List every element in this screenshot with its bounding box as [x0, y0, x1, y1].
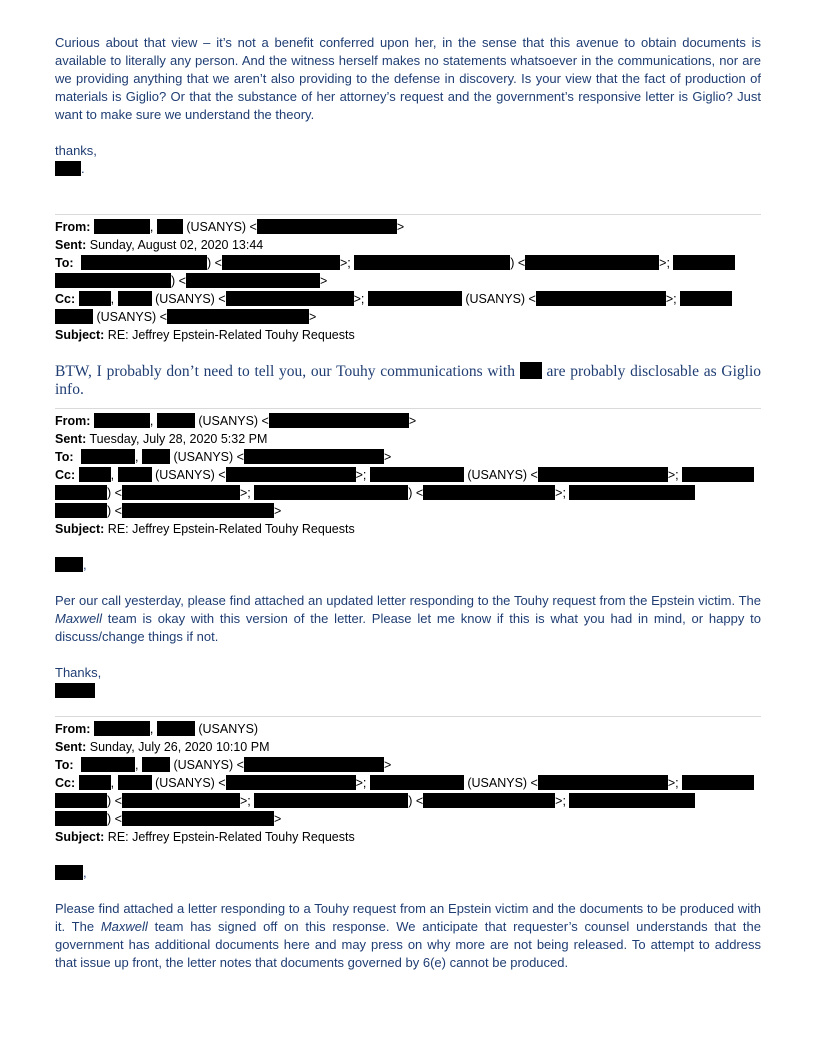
redaction-block	[122, 503, 274, 518]
comma: ,	[149, 414, 154, 428]
redaction-block	[257, 219, 397, 234]
subject-text: RE: Jeffrey Epstein-Related Touhy Requests	[107, 328, 355, 342]
semicolon: >;	[239, 486, 251, 500]
email3-body-emphasis: Maxwell	[55, 611, 102, 626]
redaction-block	[167, 309, 309, 324]
subject-text: RE: Jeffrey Epstein-Related Touhy Requests	[107, 830, 355, 844]
cc-affiliation: (USANYS) <	[155, 292, 226, 306]
redaction-block	[520, 362, 542, 379]
redaction-block	[55, 485, 107, 500]
cc-line	[55, 466, 761, 484]
redaction-block	[269, 413, 409, 428]
subject-label: Subject:	[55, 328, 105, 342]
redaction-block	[525, 255, 659, 270]
paren-open: ) <	[408, 794, 424, 808]
redaction-block	[157, 721, 195, 736]
redaction-block	[55, 557, 83, 572]
semicolon: >;	[659, 256, 670, 270]
email3-body-part2: team is okay with this version of the letter. Please let me know if this is what you had in mind, or happy to discuss/change things if not.	[55, 611, 761, 644]
redaction-block	[680, 291, 732, 306]
sent-line	[55, 738, 761, 756]
email4-salutation	[55, 864, 761, 882]
from-affiliation: (USANYS) <	[186, 220, 257, 234]
redaction-block	[186, 273, 320, 288]
paren-open: ) <	[408, 486, 424, 500]
from-label: From:	[55, 220, 91, 234]
email2-header	[55, 218, 761, 344]
semicolon: >;	[665, 292, 677, 306]
redaction-block	[142, 757, 170, 772]
redaction-block	[222, 255, 340, 270]
paren-open: ) <	[107, 794, 122, 808]
sent-date: Sunday, August 02, 2020 13:44	[89, 238, 264, 252]
from-line	[55, 720, 761, 738]
cc-affiliation: (USANYS) <	[155, 776, 226, 790]
redaction-block	[94, 219, 150, 234]
angle-close: >	[273, 504, 282, 518]
to-affiliation: (USANYS) <	[173, 758, 244, 772]
redaction-block	[682, 467, 754, 482]
paren-open: ) <	[107, 486, 122, 500]
semicolon: >;	[239, 794, 251, 808]
redaction-block	[157, 219, 183, 234]
sent-line	[55, 236, 761, 254]
redaction-block	[79, 291, 111, 306]
cc-label: Cc:	[55, 776, 76, 790]
paren-open: ) <	[510, 256, 526, 270]
cc-label: Cc:	[55, 292, 76, 306]
semicolon: >;	[353, 292, 365, 306]
comma: ,	[135, 450, 139, 464]
to-line	[55, 254, 761, 272]
email3-signature	[55, 682, 761, 700]
redaction-block	[122, 793, 240, 808]
comma: ,	[83, 865, 87, 880]
email3-closing: Thanks,	[55, 665, 102, 680]
redaction-block	[682, 775, 754, 790]
to-label: To:	[55, 450, 74, 464]
email1-closing: thanks,	[55, 143, 97, 158]
cc-affiliation: (USANYS) <	[155, 468, 226, 482]
signature-period: .	[81, 161, 85, 176]
redaction-block	[370, 775, 464, 790]
email4-body-part1: Please find attached a letter responding to a Touhy request from an Epstein victim and the documents to be produced with it. The	[55, 901, 761, 934]
redaction-block	[122, 811, 274, 826]
paren-open: ) <	[107, 812, 122, 826]
redaction-block	[122, 485, 240, 500]
redaction-block	[226, 467, 356, 482]
paren-open: ) <	[171, 274, 186, 288]
semicolon: >;	[355, 776, 367, 790]
paren-open: ) <	[107, 504, 122, 518]
redaction-block	[354, 255, 510, 270]
cc-affiliation: (USANYS) <	[96, 310, 167, 324]
redaction-block	[118, 467, 152, 482]
sent-line	[55, 430, 761, 448]
comma: ,	[110, 292, 115, 306]
redaction-block	[142, 449, 170, 464]
sent-label: Sent:	[55, 238, 87, 252]
subject-label: Subject:	[55, 522, 105, 536]
subject-line	[55, 828, 761, 846]
to-line	[55, 448, 761, 466]
from-line	[55, 412, 761, 430]
redaction-block	[79, 467, 111, 482]
redaction-block	[538, 775, 668, 790]
redaction-block	[569, 485, 695, 500]
redaction-block	[94, 721, 150, 736]
sent-date: Sunday, July 26, 2020 10:10 PM	[89, 740, 270, 754]
redaction-block	[81, 757, 135, 772]
redaction-block	[94, 413, 150, 428]
redaction-block	[81, 449, 135, 464]
cc-line-cont	[55, 792, 761, 810]
email2-body-part2: are probably disclosable as Giglio info.	[55, 363, 761, 398]
email3-body	[55, 592, 761, 646]
semicolon: >;	[339, 256, 351, 270]
semicolon: >;	[355, 468, 367, 482]
redaction-block	[536, 291, 666, 306]
cc-line-cont2	[55, 810, 761, 828]
email1-paragraph: Curious about that view – it’s not a benefit conferred upon her, in the sense that this avenue to obtain documents is available to literally any person. And the witness herself makes no statements whatsoever in the communications, nor are we providing anything that we aren’t also providing to the defense in discovery. Is your view that the fact of production of materials is Giglio? Or that the substance of her attorney’s request and the government’s responsive letter is Giglio? Just want to make sure we understand the theory.	[55, 35, 761, 122]
angle-close: >	[383, 758, 392, 772]
from-label: From:	[55, 722, 91, 736]
redaction-block	[673, 255, 735, 270]
cc-line	[55, 290, 761, 308]
cc-line-cont	[55, 308, 761, 326]
redaction-block	[244, 757, 384, 772]
from-line	[55, 218, 761, 236]
email-document	[55, 34, 761, 972]
email3-salutation	[55, 556, 761, 574]
redaction-block	[423, 793, 555, 808]
email4-body-emphasis: Maxwell	[100, 919, 148, 934]
semicolon: >;	[667, 776, 679, 790]
email2-body	[55, 362, 761, 399]
separator-rule	[55, 214, 761, 215]
cc-affiliation: (USANYS) <	[465, 292, 536, 306]
semicolon: >;	[555, 794, 566, 808]
redaction-block	[569, 793, 695, 808]
email3-header	[55, 412, 761, 538]
separator-rule	[55, 408, 761, 409]
redaction-block	[226, 775, 356, 790]
redaction-block	[55, 865, 83, 880]
angle-close: >	[408, 414, 417, 428]
email1-signature	[55, 160, 761, 178]
redaction-block	[55, 309, 93, 324]
redaction-block	[118, 775, 152, 790]
separator-rule	[55, 716, 761, 717]
comma: ,	[110, 468, 115, 482]
angle-close: >	[309, 310, 317, 324]
comma: ,	[83, 557, 87, 572]
comma: ,	[135, 758, 139, 772]
email2-body-part1: BTW, I probably don’t need to tell you, our Touhy communications with	[55, 363, 515, 380]
comma: ,	[149, 722, 154, 736]
sent-label: Sent:	[55, 432, 87, 446]
redaction-block	[55, 503, 107, 518]
cc-label: Cc:	[55, 468, 76, 482]
angle-close: >	[383, 450, 392, 464]
redaction-block	[79, 775, 111, 790]
email4-body-part2: team has signed off on this response. We anticipate that requester’s counsel understands that the government has additional documents here and may press on why more are not being released. To attempt to address that issue up front, the letter notes that documents governed by 6(e) cannot be produced.	[55, 919, 761, 970]
redaction-block	[157, 413, 195, 428]
angle-close: >	[273, 812, 282, 826]
redaction-block	[118, 291, 152, 306]
to-line	[55, 756, 761, 774]
cc-affiliation: (USANYS) <	[467, 468, 538, 482]
subject-text: RE: Jeffrey Epstein-Related Touhy Requests	[107, 522, 355, 536]
to-label: To:	[55, 256, 74, 270]
angle-close: >	[319, 274, 328, 288]
subject-line	[55, 520, 761, 538]
to-label: To:	[55, 758, 74, 772]
redaction-block	[244, 449, 384, 464]
redaction-block	[55, 273, 171, 288]
redaction-block	[55, 811, 107, 826]
from-label: From:	[55, 414, 91, 428]
subject-line	[55, 326, 761, 344]
redaction-block	[55, 683, 95, 698]
email1-body	[55, 34, 761, 124]
subject-label: Subject:	[55, 830, 105, 844]
sent-label: Sent:	[55, 740, 87, 754]
semicolon: >;	[667, 468, 679, 482]
redaction-block	[254, 485, 408, 500]
email4-body	[55, 900, 761, 972]
paren-open: ) <	[207, 256, 222, 270]
comma: ,	[149, 220, 154, 234]
sent-date: Tuesday, July 28, 2020 5:32 PM	[89, 432, 268, 446]
cc-line-cont2	[55, 502, 761, 520]
angle-close: >	[396, 220, 405, 234]
comma: ,	[110, 776, 115, 790]
cc-line-cont	[55, 484, 761, 502]
redaction-block	[368, 291, 462, 306]
from-affiliation: (USANYS) <	[198, 414, 269, 428]
cc-affiliation: (USANYS) <	[467, 776, 538, 790]
to-line-cont	[55, 272, 761, 290]
to-affiliation: (USANYS) <	[173, 450, 244, 464]
redaction-block	[538, 467, 668, 482]
redaction-block	[81, 255, 207, 270]
email4-header	[55, 720, 761, 846]
redaction-block	[370, 467, 464, 482]
redaction-block	[55, 161, 81, 176]
redaction-block	[254, 793, 408, 808]
redaction-block	[55, 793, 107, 808]
from-affiliation: (USANYS)	[198, 722, 259, 736]
redaction-block	[226, 291, 354, 306]
semicolon: >;	[555, 486, 566, 500]
redaction-block	[423, 485, 555, 500]
cc-line	[55, 774, 761, 792]
email3-body-part1: Per our call yesterday, please find attached an updated letter responding to the Touhy request from the Epstein victim. The	[55, 593, 761, 608]
